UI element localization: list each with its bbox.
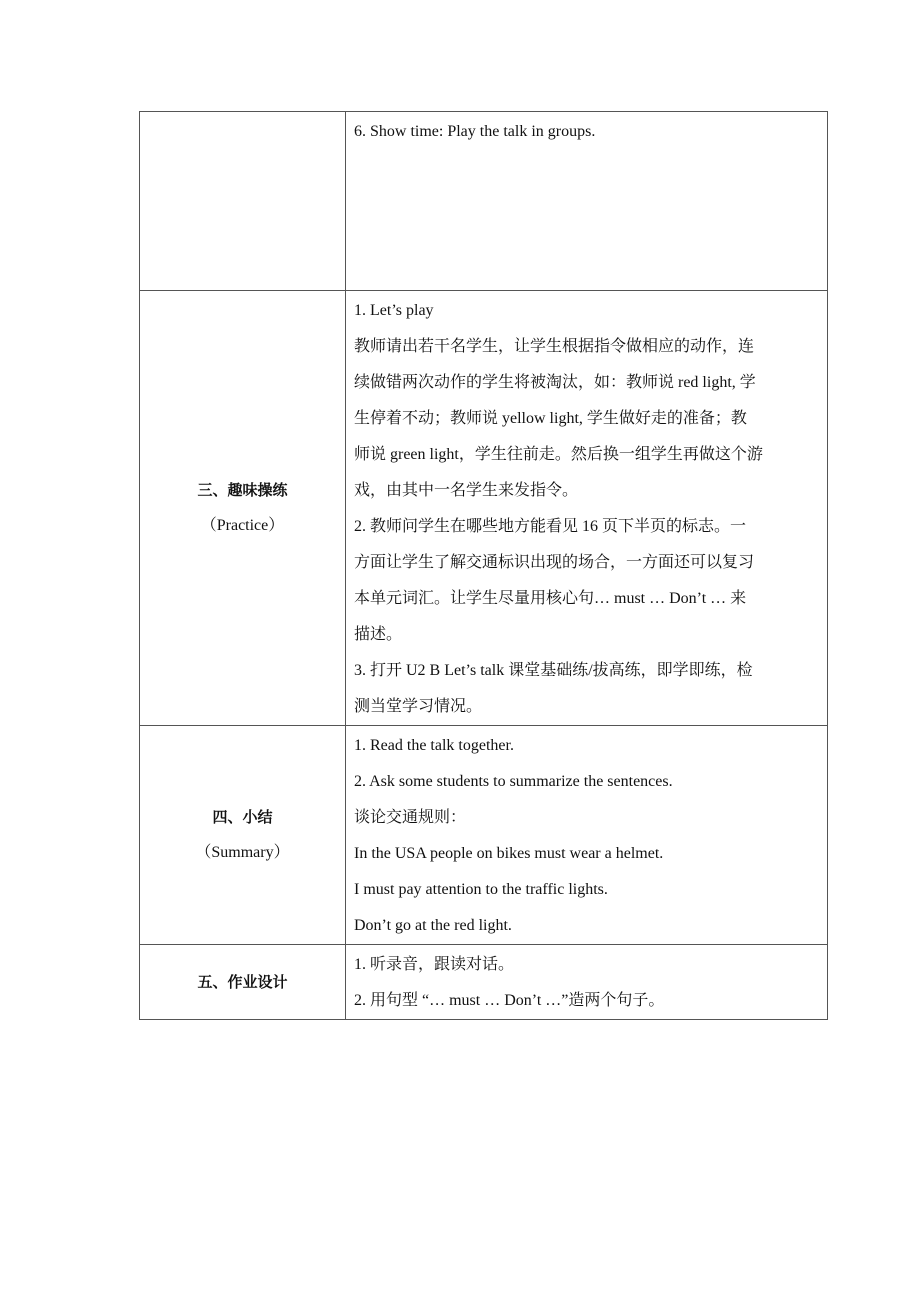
content-line: 1. 听录音，跟读对话。 — [354, 956, 515, 973]
content-line: 师说 green light，学生往前走。然后换一组学生再做这个游 — [354, 446, 763, 463]
content-line: 生停着不动；教师说 yellow light, 学生做好走的准备；教 — [354, 410, 747, 427]
content-line: In the USA people on bikes must wear a helmet. — [354, 845, 664, 862]
content-line: 3. 打开 U2 B Let’s talk 课堂基础练/拔高练，即学即练，检 — [354, 662, 753, 679]
content-cell-show-time — [346, 112, 828, 291]
table-row — [140, 291, 828, 726]
content-line: 谈论交通规则： — [354, 809, 467, 826]
stage-title: 五、作业设计 — [197, 973, 288, 991]
content-line: 教师请出若干名学生，让学生根据指令做相应的动作，连 — [354, 338, 755, 355]
content-line: 戏，由其中一名学生来发指令。 — [354, 482, 579, 499]
content-line: I must pay attention to the traffic lights. — [354, 881, 608, 898]
content-line: 2. 教师问学生在哪些地方能看见 16 页下半页的标志。一 — [354, 518, 747, 535]
content-line: 测当堂学习情况。 — [354, 698, 483, 715]
content-line: 1. Let’s play — [354, 302, 434, 319]
stage-cell-summary — [140, 726, 346, 945]
content-line: 2. Ask some students to summarize the sentences. — [354, 773, 673, 790]
table-row — [140, 945, 828, 1020]
stage-title: 四、小结 — [212, 808, 273, 826]
table-row — [140, 726, 828, 945]
stage-cell-practice — [140, 291, 346, 726]
content-line: 续做错两次动作的学生将被淘汰，如：教师说 red light, 学 — [354, 374, 756, 391]
stage-title: 三、趣味操练 — [197, 481, 288, 499]
content-line: 描述。 — [354, 626, 403, 643]
lesson-plan-table — [139, 111, 828, 1020]
content-cell-homework — [346, 945, 828, 1020]
table-row — [140, 112, 828, 291]
content-cell-practice — [346, 291, 828, 726]
content-cell-summary — [346, 726, 828, 945]
content-line: Don’t go at the red light. — [354, 917, 512, 934]
stage-subtitle: （Summary） — [195, 844, 290, 861]
stage-cell-homework — [140, 945, 346, 1020]
content-line: 本单元词汇。让学生尽量用核心句… must … Don’t … 来 — [354, 590, 747, 607]
content-line: 6. Show time: Play the talk in groups. — [354, 123, 596, 140]
content-line: 2. 用句型 “… must … Don’t …”造两个句子。 — [354, 992, 665, 1009]
content-line: 方面让学生了解交通标识出现的场合，一方面还可以复习 — [354, 554, 755, 571]
content-line: 1. Read the talk together. — [354, 737, 514, 754]
stage-subtitle: （Practice） — [200, 517, 285, 534]
stage-cell-empty — [140, 112, 346, 291]
